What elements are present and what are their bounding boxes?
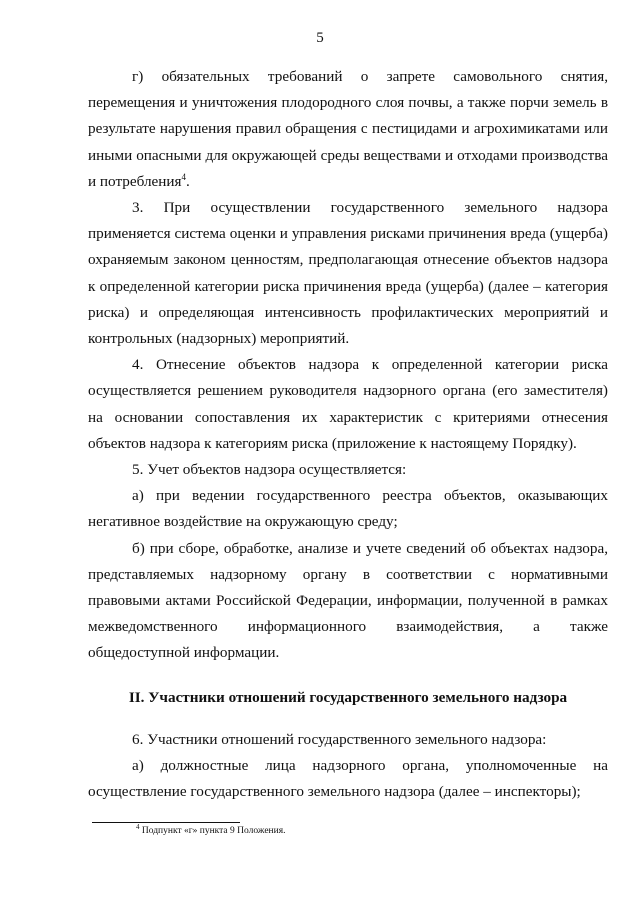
paragraph-5b: б) при сборе, обработке, анализе и учете сведений об объектах надзора, представляемых надзорному органу в соответствии с нормативными правовыми актами Российской Федерации, информации, полученной в рамках межведомственного информационного взаимодействия, а также общедоступной информации. [88,539,608,662]
footnote-text: Подпункт «г» пункта 9 Положения. [141,826,286,836]
footnote-number: 4 [136,822,140,831]
page-number: 5 [316,30,324,46]
document-body [88,64,608,805]
paragraph-2g: г) обязательных требований о запрете самовольного снятия, перемещения и уничтожения плодородного слоя почвы, а также порчи земель в результате нарушения правил обращения с пестицидами и агрохимикатами или иными опасными для окружающей среды веществами и отходами производства и потребления$^4$. [88,68,608,190]
footnote-separator [92,822,240,823]
paragraph-6a: а) должностные лица надзорного органа, уполномоченные на осуществление государственного земельного надзора (далее – инспекторы); [88,757,608,801]
paragraph-4: 4. Отнесение объектов надзора к определенной категории риска осуществляется решением руководителя надзорного органа (его заместителя) на основании сопоставления их характеристик с критериями отнесения объектов надзора к категориям риска (приложение к настоящему Порядку). [88,356,608,452]
footnote [136,822,286,836]
paragraph-5: 5. Учет объектов надзора осуществляется: [132,461,407,479]
paragraph-6: 6. Участники отношений государственного земельного надзора: [132,730,547,748]
footnote-reference: 4 [181,171,187,182]
section-heading: II. Участники отношений государственного земельного надзора [128,688,568,706]
paragraph-5a: а) при ведении государственного реестра объектов, оказывающих негативное воздействие на окружающую среду; [88,487,608,531]
paragraph-3: 3. При осуществлении государственного земельного надзора применяется система оценки и управления рисками причинения вреда (ущерба) охраняемым законом ценностям, предполагающая отнесение объектов надзора к определенной категории риска причинения вреда (ущерба) (далее – категория риска) и определяющая интенсивность профилактических мероприятий и контрольных (надзорных) мероприятий. [88,199,608,348]
paragraph-text: г) обязательных требований о запрете самовольного снятия, перемещения и уничтожения плодородного слоя почвы, а также порчи земель в результате нарушения правил обращения с пестицидами и агрохимикатами или иными опасными для окружающей среды веществами и отходами производства и потребления [88,68,608,190]
